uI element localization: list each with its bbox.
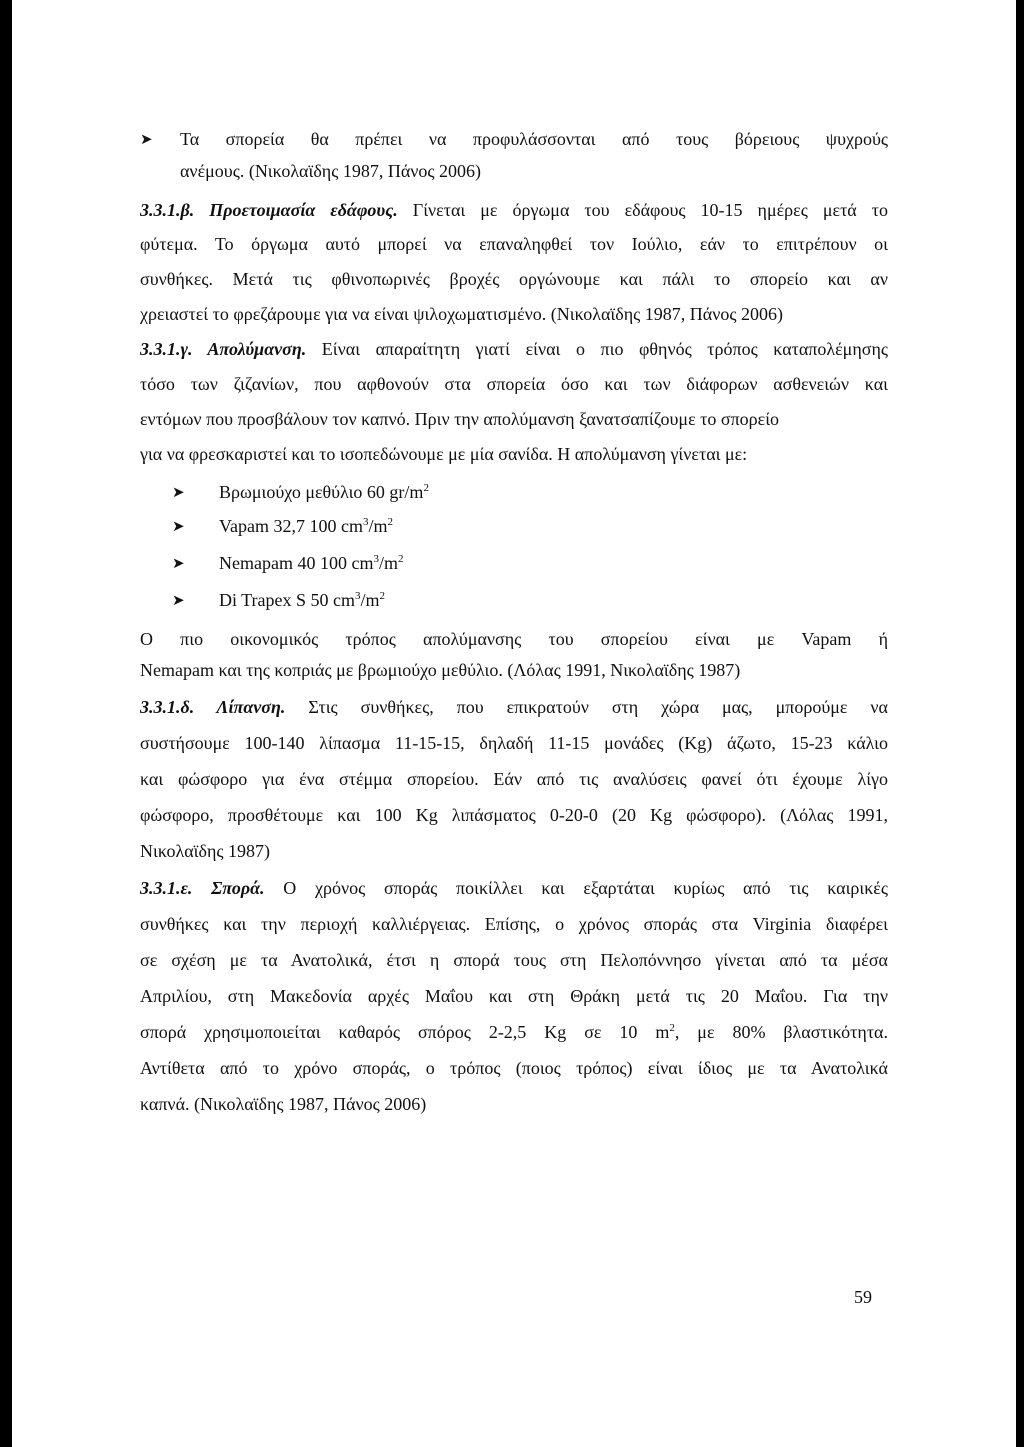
list-item-text: /m <box>360 590 380 610</box>
text-span: , με 80% βλαστικότητα. <box>674 1022 888 1042</box>
section-heading-fertilization: 3.3.1.δ. Λίπανση. <box>140 697 286 717</box>
text-line: Νικολαϊδης 1987) <box>140 841 271 861</box>
bullet-arrow-icon: ➤ <box>140 130 153 148</box>
superscript: 2 <box>397 553 404 565</box>
text-span: Είναι απαραίτητη γιατί είναι ο πιο φθηνός τρόπος καταπολέμησης <box>306 339 888 359</box>
text-line <box>140 1021 888 1043</box>
list-item <box>219 552 403 574</box>
list-item-text: /m <box>368 516 388 536</box>
section-line <box>140 696 888 718</box>
text-line: Αντίθετα από το χρόνο σποράς, ο τρόπος (ποιος τρόπος) είναι ίδιος με τα Ανατολικά <box>140 1058 888 1078</box>
list-item-text: Vapam 32,7 100 cm <box>219 516 363 536</box>
text-line: Nemapam και της κοπριάς με βρωμιούχο μεθύλιο. (Λόλας 1991, Νικολαϊδης 1987) <box>140 660 741 680</box>
text-line: και φώσφορο για ένα στέμμα σπορείου. Εάν από τις αναλύσεις φανεί ότι έχουμε λίγο <box>140 769 888 789</box>
section-heading-preparation: 3.3.1.β. Προετοιμασία εδάφους. <box>140 200 398 220</box>
text-span: σπορά χρησιμοποιείται καθαρός σπόρος 2-2,5 Kg σε 10 m <box>140 1022 670 1042</box>
superscript: 2 <box>423 482 429 494</box>
superscript: 2 <box>387 516 393 528</box>
text-line: τόσο των ζιζανίων, που αφθονούν στα σπορεία όσο και των διάφορων ασθενειών και <box>140 374 888 394</box>
text-line: Απριλίου, στη Μακεδονία αρχές Μαΐου και στη Θράκη μετά τις 20 Μαΐου. Για την <box>140 986 888 1006</box>
text-line: σε σχέση με τα Ανατολικά, έτσι η σπορά τους στη Πελοπόννησο γίνεται από τα μέσα <box>140 950 888 970</box>
text-line: φώσφορο, προσθέτουμε και 100 Kg λιπάσματος 0-20-0 (20 Kg φώσφορο). (Λόλας 1991, <box>140 805 888 825</box>
list-item-text: Di Trapex S 50 cm <box>219 590 356 610</box>
section-line <box>140 338 888 360</box>
section-heading-disinfection: 3.3.1.γ. Απολύμανση. <box>140 339 307 359</box>
list-item <box>219 589 385 611</box>
superscript: 2 <box>379 590 386 602</box>
text-line: συνθήκες και την περιοχή καλλιέργειας. Επίσης, ο χρόνος σποράς στα Virginia διαφέρει <box>140 914 888 934</box>
section-heading-sowing: 3.3.1.ε. Σπορά. <box>140 878 265 898</box>
superscript: 3 <box>373 553 379 565</box>
text-line: χρειαστεί το φρεζάρουμε για να είναι ψιλοχωματισμένο. (Νικολαϊδης 1987, Πάνος 2006) <box>140 304 783 324</box>
superscript: 3 <box>355 590 361 602</box>
list-item-text: /m <box>378 553 398 573</box>
text-line: για να φρεσκαριστεί και το ισοπεδώνουμε με μία σανίδα. Η απολύμανση γίνεται με: <box>140 444 748 464</box>
text-span: Ο χρόνος σποράς ποικίλλει και εξαρτάται κυρίως από τις καιρικές <box>264 878 888 898</box>
text-span: Στις συνθήκες, που επικρατούν στη χώρα μας, μπορούμε να <box>285 697 888 717</box>
bullet-arrow-icon: ➤ <box>172 483 185 501</box>
bullet-arrow-icon: ➤ <box>172 517 185 535</box>
superscript: 3 <box>362 516 369 528</box>
superscript: 2 <box>669 1022 675 1034</box>
list-item <box>219 481 429 503</box>
section-line <box>140 199 888 221</box>
text-line: φύτεμα. Το όργωμα αυτό μπορεί να επαναληφθεί τον Ιούλιο, εάν το επιτρέπουν οι <box>140 234 888 254</box>
section-line <box>140 877 888 899</box>
list-item-text: Βρωμιούχο μεθύλιο 60 gr/m <box>219 482 424 502</box>
text-line: ανέμους. (Νικολαϊδης 1987, Πάνος 2006) <box>180 161 482 181</box>
page-number: 59 <box>854 1287 872 1307</box>
text-line: καπνά. (Νικολαϊδης 1987, Πάνος 2006) <box>140 1094 427 1114</box>
text-line: Τα σπορεία θα πρέπει να προφυλάσσονται από τους βόρειους ψυχρούς <box>180 129 888 149</box>
document-page <box>12 0 1016 1447</box>
list-item-text: Nemapam 40 100 cm <box>219 553 374 573</box>
text-line: εντόμων που προσβάλουν τον καπνό. Πριν την απολύμανση ξανατσαπίζουμε το σπορείο <box>140 409 780 429</box>
text-span: Γίνεται με όργωμα του εδάφους 10-15 ημέρες μετά το <box>397 200 889 220</box>
text-line: συνθήκες. Μετά τις φθινοπωρινές βροχές οργώνουμε και πάλι το σπορείο και αν <box>140 269 888 289</box>
text-line: συστήσουμε 100-140 λίπασμα 11-15-15, δηλαδή 11-15 μονάδες (Kg) άζωτο, 15-23 κάλιο <box>140 733 888 753</box>
bullet-arrow-icon: ➤ <box>172 591 185 609</box>
text-line: Ο πιο οικονομικός τρόπος απολύμανσης του σπορείου είναι με Vapam ή <box>140 629 888 649</box>
list-item <box>219 515 393 537</box>
bullet-arrow-icon: ➤ <box>172 554 185 572</box>
